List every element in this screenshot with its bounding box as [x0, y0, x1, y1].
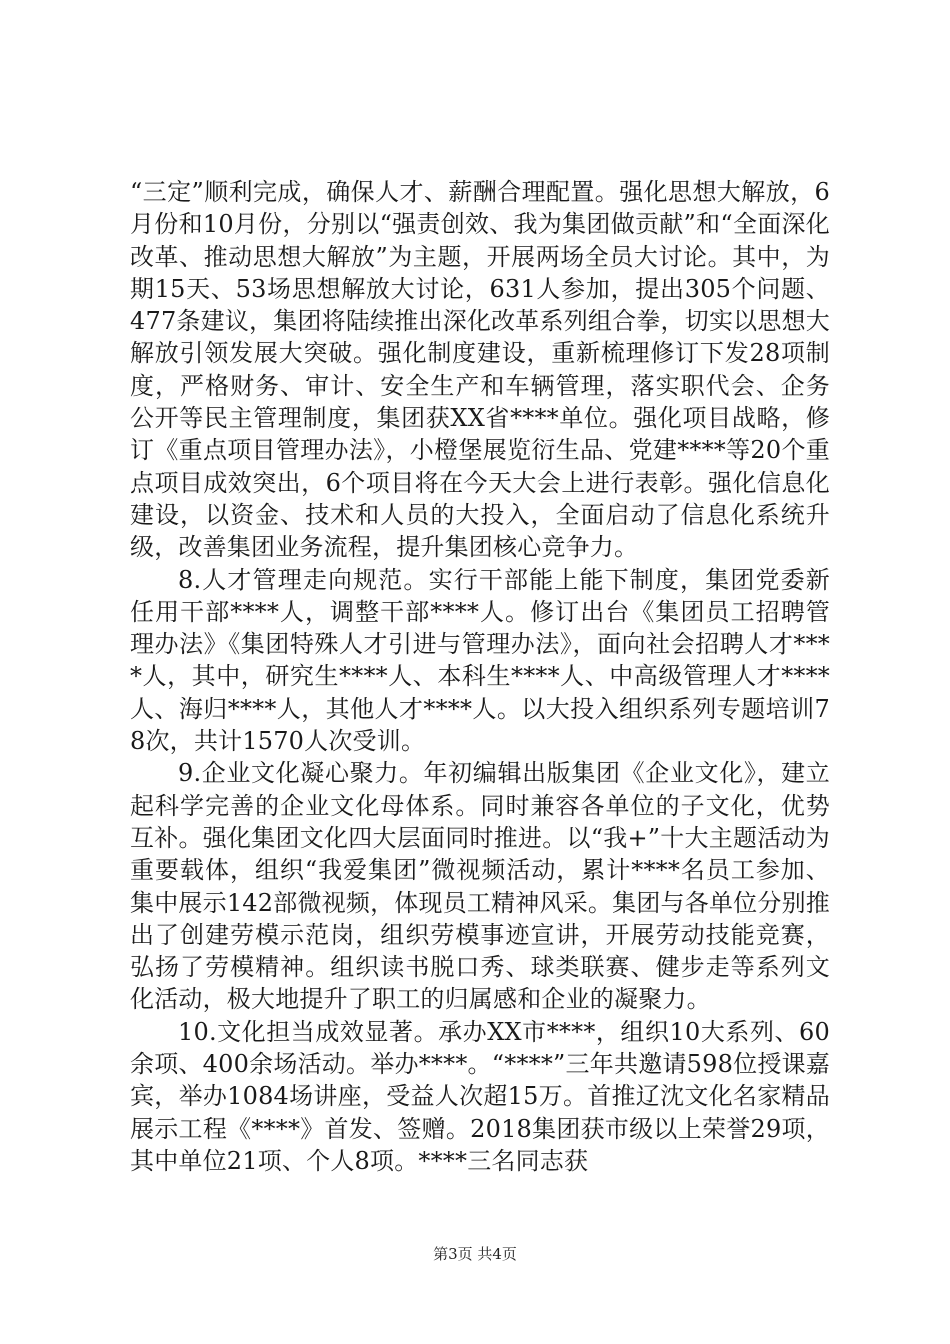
paragraph-corporate-culture: 9.企业文化凝心聚力。年初编辑出版集团《企业文化》，建立起科学完善的企业文化母体系。同时兼容各单位的子文化，优势互补。强化集团文化四大层面同时推进。以“我+”十大主题活动为重要载体，组织“我爱集团”微视频活动，累计****名员工参加、集中展示142部微视频，体现员工精神风采。集团与各单位分别推出了创建劳模示范岗，组织劳模事迹宣讲，开展劳动技能竞赛，弘扬了劳模精神。组织读书脱口秀、球类联赛、健步走等系列文化活动，极大地提升了职工的归属感和企业的凝聚力。 — [130, 759, 830, 1014]
page-footer: 第3页 共4页 — [433, 1245, 517, 1263]
document-body — [130, 176, 830, 1177]
paragraph-cultural-achievements: 10.文化担当成效显著。承办XX市****，组织10大系列、60余项、400余场活动。举办****。“****”三年共邀请598位授课嘉宾，举办1084场讲座，受益人次超15万。首推辽沈文化名家精品展示工程《****》首发、签赠。2018集团获市级以上荣誉29项，其中单位21项、个人8项。****三名同志获 — [130, 1017, 830, 1175]
paragraph-continuation: “三定”顺利完成，确保人才、薪酬合理配置。强化思想大解放，6月份和10月份，分别以“强责创效、我为集团做贡献”和“全面深化改革、推动思想大解放”为主题，开展两场全员大讨论。其中，为期15天、53场思想解放大讨论，631人参加，提出305个问题、477条建议，集团将陆续推出深化改革系列组合拳，切实以思想大解放引领发展大突破。强化制度建设，重新梳理修订下发28项制度，严格财务、审计、安全生产和车辆管理，落实职代会、企务公开等民主管理制度，集团获XX省****单位。强化项目战略，修订《重点项目管理办法》，小橙堡展览衍生品、党建****等20个重点项目成效突出，6个项目将在今天大会上进行表彰。强化信息化建设，以资金、技术和人员的大投入，全面启动了信息化系统升级，改善集团业务流程，提升集团核心竞争力。 — [130, 178, 830, 562]
paragraph-talent-management: 8.人才管理走向规范。实行干部能上能下制度，集团党委新任用干部****人，调整干部****人。修订出台《集团员工招聘管理办法》《集团特殊人才引进与管理办法》，面向社会招聘人才****人，其中，研究生****人、本科生****人、中高级管理人才****人、海归****人，其他人才****人。以大投入组织系列专题培训78次，共计1570人次受训。 — [130, 565, 830, 756]
